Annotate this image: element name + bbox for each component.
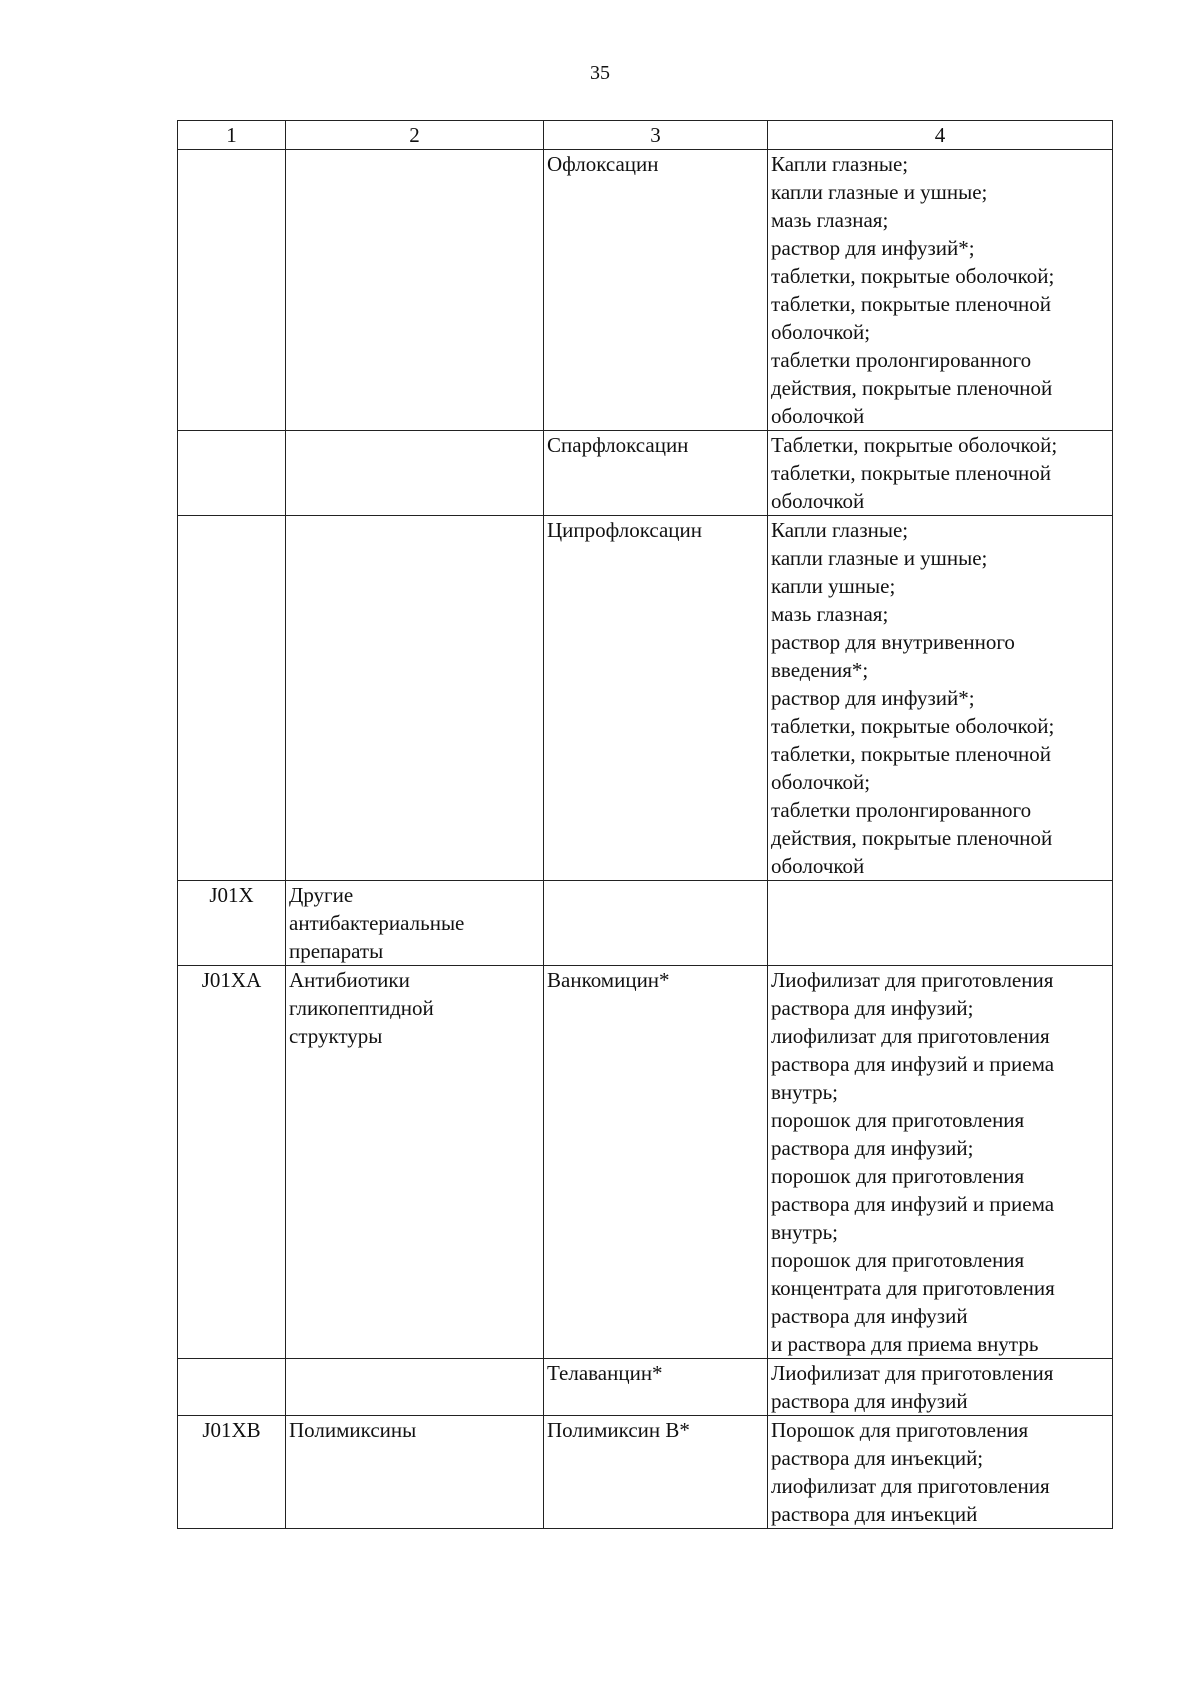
dosage-form-line: Лиофилизат для приготовления <box>771 1361 1054 1385</box>
atc-code-cell: J01X <box>178 881 286 966</box>
table-row <box>178 881 1113 966</box>
dosage-form-line: порошок для приготовления <box>771 1108 1025 1132</box>
dosage-form-line: капли глазные и ушные; <box>771 180 988 204</box>
drug-name-cell: Ципрофлоксацин <box>544 516 768 881</box>
dosage-form-line: Лиофилизат для приготовления <box>771 968 1054 992</box>
group-name-cell <box>286 150 544 431</box>
column-header: 2 <box>286 121 544 150</box>
dosage-form-line: Порошок для приготовления <box>771 1418 1029 1442</box>
dosage-form-line: раствора для инфузий <box>771 1389 968 1413</box>
dosage-form-line: таблетки, покрытые оболочкой; <box>771 264 1055 288</box>
atc-code-cell <box>178 150 286 431</box>
dosage-form-line: раствора для инъекций; <box>771 1446 984 1470</box>
dosage-forms-cell <box>768 516 1113 881</box>
group-name-cell <box>286 1416 544 1529</box>
dosage-form-line: раствор для инфузий*; <box>771 686 975 710</box>
dosage-form-line: раствора для инфузий и приема <box>771 1192 1055 1216</box>
dosage-form-line: и раствора для приема внутрь <box>771 1332 1039 1356</box>
dosage-form-line: таблетки, покрытые пленочной <box>771 292 1052 316</box>
atc-code-cell <box>178 1359 286 1416</box>
dosage-form-line: действия, покрытые пленочной <box>771 826 1053 850</box>
dosage-form-line: раствора для инфузий; <box>771 996 974 1020</box>
group-name-cell <box>286 966 544 1359</box>
table-row <box>178 1359 1113 1416</box>
dosage-form-line: Таблетки, покрытые оболочкой; <box>771 433 1058 457</box>
dosage-form-line: порошок для приготовления <box>771 1164 1025 1188</box>
dosage-form-line: раствора для инфузий и приема <box>771 1052 1055 1076</box>
atc-code-cell: J01XB <box>178 1416 286 1529</box>
dosage-form-line: действия, покрытые пленочной <box>771 376 1053 400</box>
table-row <box>178 1416 1113 1529</box>
dosage-form-line: введения*; <box>771 658 869 682</box>
group-name-line: гликопептидной <box>289 996 434 1020</box>
group-name-cell <box>286 881 544 966</box>
drug-name-cell: Телаванцин* <box>544 1359 768 1416</box>
page-number: 35 <box>590 62 610 84</box>
table-row <box>178 966 1113 1359</box>
dosage-form-line: раствора для инфузий <box>771 1304 968 1328</box>
dosage-form-line: мазь глазная; <box>771 602 889 626</box>
dosage-form-line: оболочкой <box>771 489 865 513</box>
drug-name-cell: Ванкомицин* <box>544 966 768 1359</box>
dosage-form-line: таблетки, покрытые пленочной <box>771 742 1052 766</box>
dosage-forms-cell <box>768 881 1113 966</box>
dosage-form-line: таблетки, покрытые пленочной <box>771 461 1052 485</box>
dosage-form-line: оболочкой; <box>771 320 871 344</box>
dosage-forms-cell <box>768 1416 1113 1529</box>
table-row <box>178 516 1113 881</box>
group-name-line: препараты <box>289 939 384 963</box>
atc-code-cell: J01XA <box>178 966 286 1359</box>
dosage-form-line: раствора для инъекций <box>771 1502 978 1526</box>
group-name-line: Другие <box>289 883 354 907</box>
dosage-form-line: раствора для инфузий; <box>771 1136 974 1160</box>
dosage-form-line: оболочкой <box>771 854 865 878</box>
dosage-form-line: порошок для приготовления <box>771 1248 1025 1272</box>
dosage-forms-cell <box>768 966 1113 1359</box>
dosage-form-line: раствор для внутривенного <box>771 630 1015 654</box>
group-name-line: Полимиксины <box>289 1418 417 1442</box>
dosage-form-line: таблетки пролонгированного <box>771 798 1032 822</box>
table-row <box>178 150 1113 431</box>
dosage-form-line: оболочкой; <box>771 770 871 794</box>
dosage-form-line: раствор для инфузий*; <box>771 236 975 260</box>
dosage-forms-cell <box>768 431 1113 516</box>
dosage-form-line: Капли глазные; <box>771 152 909 176</box>
table-row <box>178 431 1113 516</box>
dosage-forms-cell <box>768 1359 1113 1416</box>
dosage-form-line: капли глазные и ушные; <box>771 546 988 570</box>
dosage-form-line: лиофилизат для приготовления <box>771 1474 1050 1498</box>
dosage-form-line: оболочкой <box>771 404 865 428</box>
drug-name-cell: Полимиксин В* <box>544 1416 768 1529</box>
drug-name-cell <box>544 881 768 966</box>
table-header-row <box>178 121 1113 150</box>
dosage-form-line: капли ушные; <box>771 574 896 598</box>
table-body <box>178 121 1113 1529</box>
group-name-cell <box>286 431 544 516</box>
dosage-form-line: концентрата для приготовления <box>771 1276 1055 1300</box>
group-name-line: антибактериальные <box>289 911 465 935</box>
dosage-forms-cell <box>768 150 1113 431</box>
group-name-cell <box>286 1359 544 1416</box>
column-header: 3 <box>544 121 768 150</box>
drug-name-cell: Офлоксацин <box>544 150 768 431</box>
dosage-form-line: таблетки, покрытые оболочкой; <box>771 714 1055 738</box>
drug-name-cell: Спарфлоксацин <box>544 431 768 516</box>
group-name-line: Антибиотики <box>289 968 410 992</box>
column-header: 1 <box>178 121 286 150</box>
dosage-form-line: таблетки пролонгированного <box>771 348 1032 372</box>
column-header: 4 <box>768 121 1113 150</box>
drug-table <box>177 120 1113 1529</box>
atc-code-cell <box>178 431 286 516</box>
dosage-form-line: внутрь; <box>771 1220 838 1244</box>
group-name-cell <box>286 516 544 881</box>
group-name-line: структуры <box>289 1024 383 1048</box>
atc-code-cell <box>178 516 286 881</box>
dosage-form-line: лиофилизат для приготовления <box>771 1024 1050 1048</box>
dosage-form-line: Капли глазные; <box>771 518 909 542</box>
dosage-form-line: мазь глазная; <box>771 208 889 232</box>
dosage-form-line: внутрь; <box>771 1080 838 1104</box>
